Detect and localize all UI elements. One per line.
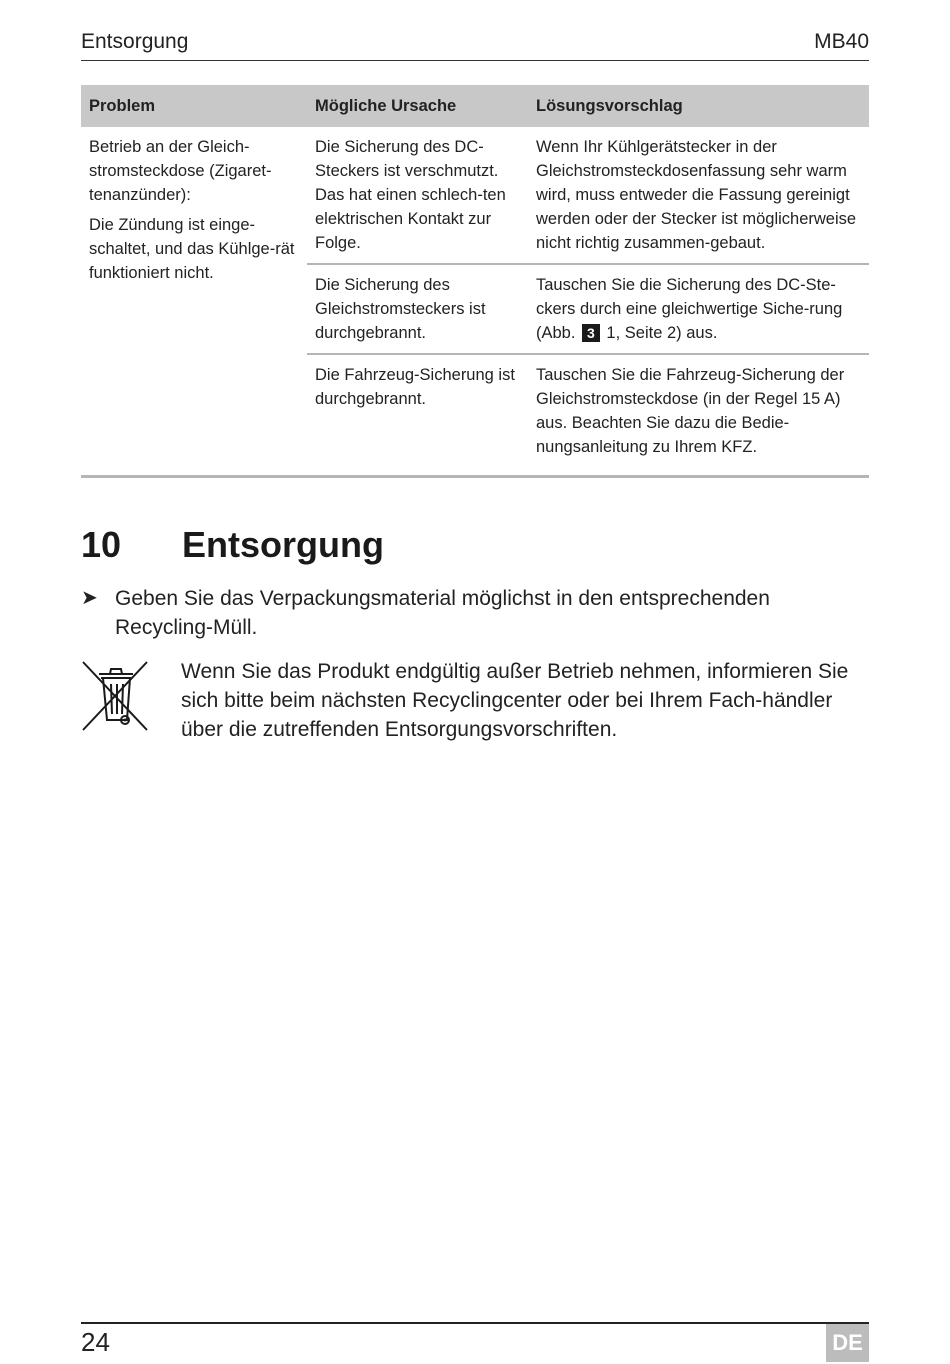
- troubleshooting-table: [81, 85, 869, 467]
- column-header-solution: Lösungsvorschlag: [528, 85, 869, 127]
- solution-cell: Tauschen Sie die Fahrzeug-Sicherung der Gleichstromsteckdose (in der Regel 15 A) aus. Beachten Sie dazu die Bedie-nungsanleitung zu Ihrem KFZ.: [528, 354, 869, 467]
- header-model: MB40: [814, 30, 869, 53]
- instruction-text: Geben Sie das Verpackungsmaterial möglichst in den entsprechenden Recycling-Müll.: [115, 587, 770, 639]
- crossed-out-wheelie-bin-icon: [81, 660, 151, 732]
- solution-cell: [528, 264, 869, 354]
- problem-context: Betrieb an der Gleich-stromsteckdose (Zigaret-tenanzünder):: [89, 138, 272, 204]
- column-header-problem: Problem: [81, 85, 307, 127]
- column-header-cause: Mögliche Ursache: [307, 85, 528, 127]
- header-section-title: Entsorgung: [81, 30, 189, 53]
- figure-reference-badge: 3: [582, 324, 600, 342]
- cause-cell: Die Sicherung des Gleichstromsteckers ist durchgebrannt.: [307, 264, 528, 354]
- disposal-instructions: Wenn Sie das Produkt endgültig außer Betrieb nehmen, informieren Sie sich bitte beim nächsten Recyclingcenter oder bei Ihrem Fach-händler über die zutreffenden Entsorgungsvorschriften.: [181, 660, 849, 741]
- language-badge: DE: [826, 1324, 869, 1362]
- problem-description: Die Zündung ist einge-schaltet, und das Kühlge-rät funktioniert nicht.: [89, 216, 295, 282]
- table-header-row: [81, 85, 869, 127]
- instruction-bullet: [81, 584, 871, 642]
- table-bottom-border: [81, 475, 869, 478]
- page-number: 24: [81, 1327, 110, 1357]
- solution-cell: Wenn Ihr Kühlgerätstecker in der Gleichstromsteckdosenfassung sehr warm wird, muss entweder die Fassung gereinigt werden oder der Stecker ist möglicherweise nicht richtig zusammen-gebaut.: [536, 138, 857, 252]
- table-row: [81, 127, 869, 264]
- section-title: Entsorgung: [182, 524, 384, 565]
- section-number: 10: [81, 524, 122, 565]
- arrow-bullet-icon: ➤: [81, 587, 98, 609]
- solution-text: Tauschen Sie die Sicherung des DC-Ste-ckers durch eine gleichwertige Siche-rung (Abb.: [536, 276, 843, 342]
- footer-divider: [81, 1322, 869, 1324]
- header-divider: [81, 60, 869, 61]
- problem-cell: [81, 127, 307, 467]
- solution-text: 1, Seite 2) aus.: [606, 324, 718, 342]
- cause-cell: Die Sicherung des DC-Steckers ist verschmutzt. Das hat einen schlech-ten elektrischen Kontakt zur Folge.: [315, 138, 506, 252]
- cause-cell: Die Fahrzeug-Sicherung ist durchgebrannt.: [307, 354, 528, 467]
